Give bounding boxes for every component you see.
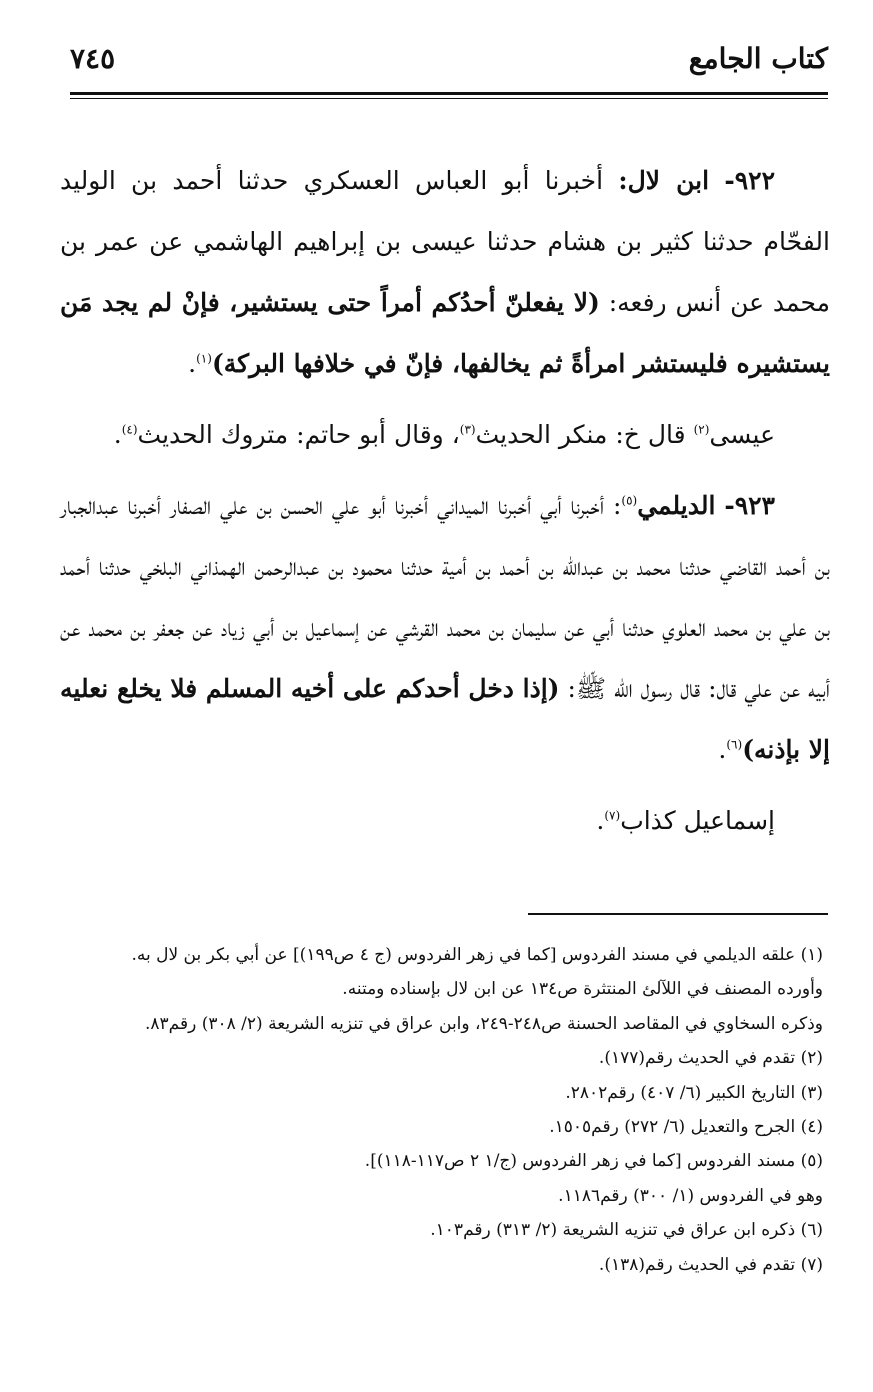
footnote-ref-6[interactable]: (٦) [726,737,743,752]
hadith-number: ٩٢٣- [724,491,775,520]
hadith-matn: (إذا دخل أحدكم على أخيه المسلم فلا يخلع نعليه إلا بإذنه) [60,674,830,764]
sentence-end: . [718,735,727,764]
sentence-end: . [113,420,122,449]
footnote-line: وهو في الفردوس (١/ ٣٠٠) رقم١١٨٦. [558,1185,823,1206]
comment-922 [60,404,830,465]
header-rule-thick [70,92,828,95]
footnote-ref-3[interactable]: (٣) [459,422,476,437]
footnote-ref-5[interactable]: (٥) [621,493,638,508]
hadith-number: ٩٢٢- [724,166,776,195]
footnote-separator [528,913,828,915]
sentence-end: . [188,349,197,378]
hadith-source: الديلمي [637,491,716,520]
running-title: كتاب الجامع [688,42,828,75]
footnote-line: (٦) ذكره ابن عراق في تنزيه الشريعة (٢/ ٣١٣) رقم١٠٣. [430,1220,823,1241]
footnote-line: (٣) التاريخ الكبير (٦/ ٤٠٧) رقم٢٨٠٢. [565,1082,823,1103]
page-header [70,40,828,100]
footnote-line: وأورده المصنف في اللآلئ المنتثرة ص١٣٤ عن ابن لال بإسناده ومتنه. [342,979,823,1000]
footnote-ref-7[interactable]: (٧) [604,808,621,823]
footnote-ref-4[interactable]: (٤) [121,422,138,437]
hadith-923 [60,475,830,780]
footnotes [60,938,823,1282]
hadith-isnad: : أخبرنا أبي أخبرنا الميداني أخبرنا أبو علي الحسن بن علي الصفار أخبرنا عبدالجبار بن أحمد القاضي حدثنا محمد بن عبدالله بن أحمد بن أمية حدثنا محمود بن عبدالرحمن الهمذاني البلخي حدثنا أحمد بن علي بن محمد العلوي حدثنا أبي عن سليمان بن محمد القرشي عن إسماعيل بن أبي زياد عن جعفر بن محمد عن أبيه عن علي قال: قال رسول الله ﷺ: [60,491,830,703]
header-rule-thin [70,98,828,99]
comment-text-2: قال خ: منكر الحديث [475,420,686,449]
footnote-line: (٥) مسند الفردوس [كما في زهر الفردوس (ج/١ ٢ ص١١٧-١١٨)]. [364,1151,823,1172]
footnote-ref-1[interactable]: (١) [196,351,212,366]
hadith-isnad: أخبرنا أبو العباس العسكري حدثنا أحمد بن الوليد الفحّام حدثنا كثير بن هشام حدثنا عيسى بن إبراهيم الهاشمي عن عمر بن محمد عن أنس رفعه: [60,166,830,317]
comment-text-1: عيسى [709,420,775,449]
hadith-source: ابن لال: [618,166,710,195]
hadith-922 [60,150,830,394]
footnote-line: (٧) تقدم في الحديث رقم(١٣٨). [598,1254,823,1275]
comment-text-3: ، وقال أبو حاتم: متروك الحديث [137,420,460,449]
hadith-matn: (لا يفعلنّ أحدُكم أمراً حتى يستشير، فإنْ لم يجد مَن يستشيره فليستشر امرأةً ثم يخالفها، فإنّ في خلافها البركة) [60,288,830,378]
footnote-line: (٢) تقدم في الحديث رقم(١٧٧). [598,1048,823,1069]
comment-text: إسماعيل كذاب [620,806,775,835]
footnote-line: وذكره السخاوي في المقاصد الحسنة ص٢٤٨-٢٤٩، وابن عراق في تنزيه الشريعة (٢/ ٣٠٨) رقم٨٣. [145,1013,823,1034]
main-text [60,150,830,861]
comment-923 [60,790,830,851]
footnote-ref-2[interactable]: (٢) [693,422,710,437]
sentence-end: . [596,806,605,835]
footnote-line: (١) علقه الديلمي في مسند الفردوس [كما في زهر الفردوس (ج ٤ ص١٩٩)] عن أبي بكر بن لال به. [131,945,823,965]
page-number: ٧٤٥ [70,42,116,75]
footnote-line: (٤) الجرح والتعديل (٦/ ٢٧٢) رقم١٥٠٥. [549,1117,823,1138]
